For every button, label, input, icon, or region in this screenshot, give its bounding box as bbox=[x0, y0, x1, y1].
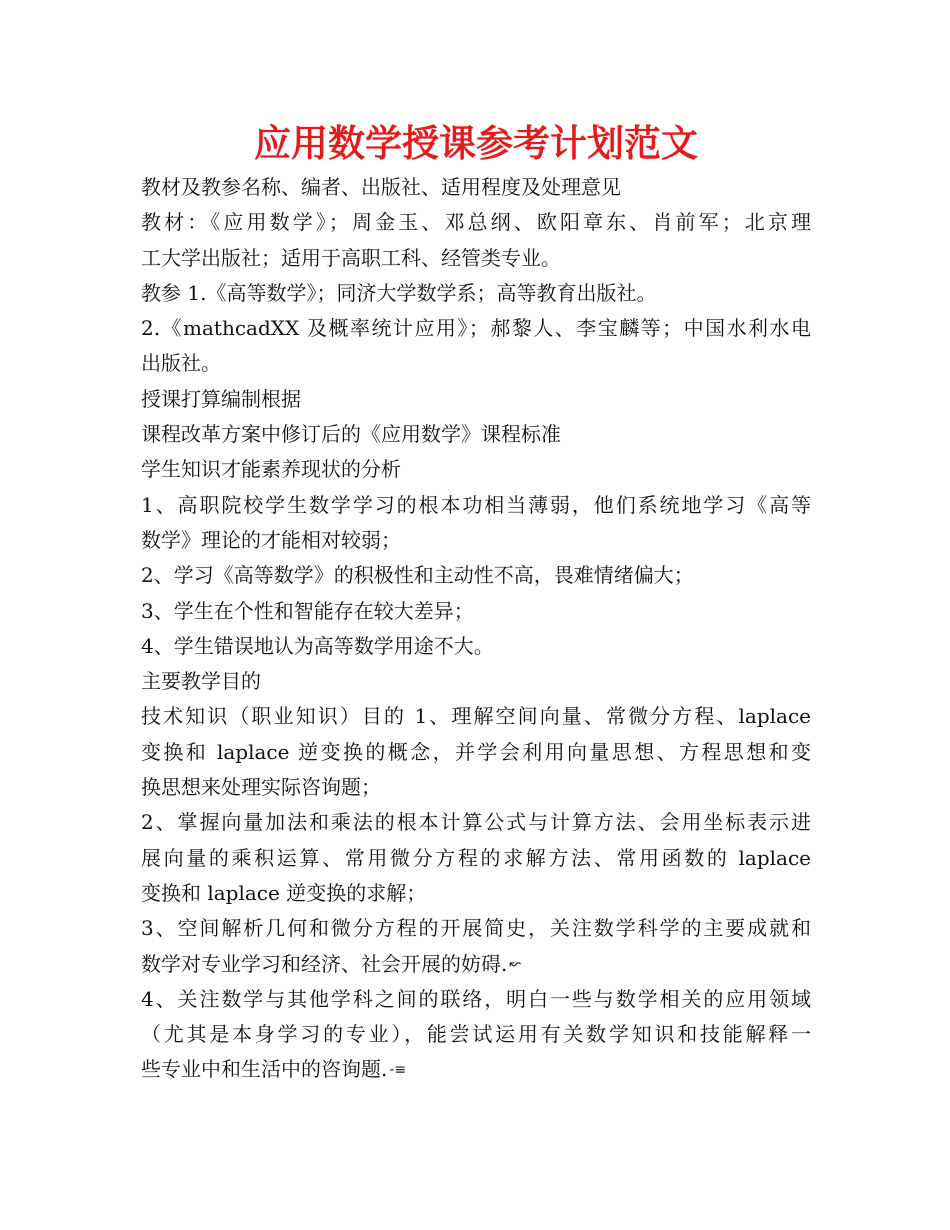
body-line-text: 3、学生在个性和智能存在较大差异； bbox=[141, 598, 474, 623]
body-line-text: 授课打算编制根据 bbox=[141, 386, 301, 411]
body-line-text: 展向量的乘积运算、常用微分方程的求解方法、常用函数的 laplace bbox=[141, 845, 811, 870]
body-line bbox=[141, 1052, 811, 1087]
body-line bbox=[141, 558, 811, 593]
body-line bbox=[141, 311, 811, 346]
body-line bbox=[141, 735, 811, 770]
body-line bbox=[141, 629, 811, 664]
body-line bbox=[141, 841, 811, 876]
body-line-text: 数学对专业学习和经济、社会开展的妨碍. bbox=[141, 951, 508, 976]
body-line-text: 2.《mathcadXX 及概率统计应用》；郝黎人、李宝麟等；中国水利水电 bbox=[141, 316, 811, 341]
document-body bbox=[141, 170, 811, 1088]
body-line-text: 出版社。 bbox=[141, 351, 221, 376]
scribble-mark-icon: ↜ bbox=[509, 956, 522, 973]
body-line bbox=[141, 523, 811, 558]
body-line bbox=[141, 276, 811, 311]
document-page bbox=[141, 118, 811, 1088]
body-line bbox=[141, 417, 811, 452]
body-line-text: 2、学习《高等数学》的积极性和主动性不高，畏难情绪偏大； bbox=[141, 563, 694, 588]
document-title: 应用数学授课参考计划范文 bbox=[254, 122, 698, 165]
body-line bbox=[141, 594, 811, 629]
body-line-text: 3、空间解析几何和微分方程的开展简史，关注数学科学的主要成就和 bbox=[141, 916, 811, 941]
body-line-text: 变换和 laplace 逆变换的概念，并学会利用向量思想、方程思想和变 bbox=[141, 739, 811, 764]
body-line-text: 课程改革方案中修订后的《应用数学》课程标准 bbox=[141, 422, 561, 447]
body-line-text: 1、高职院校学生数学学习的根本功相当薄弱，他们系统地学习《高等 bbox=[141, 492, 811, 517]
body-line bbox=[141, 770, 811, 805]
body-line-text: 变换和 laplace 逆变换的求解； bbox=[141, 880, 427, 905]
body-line bbox=[141, 205, 811, 240]
body-line-text: 换思想来处理实际咨询题； bbox=[141, 775, 381, 800]
body-line bbox=[141, 1017, 811, 1052]
body-line-text: 工大学出版社；适用于高职工科、经管类专业。 bbox=[141, 245, 561, 270]
body-line-text: 4、学生错误地认为高等数学用途不大。 bbox=[141, 633, 494, 658]
body-line-text: 教材：《应用数学》；周金玉、邓总纲、欧阳章东、肖前军；北京理 bbox=[141, 210, 811, 235]
body-line-text: 学生知识才能素养现状的分析 bbox=[141, 457, 401, 482]
body-line bbox=[141, 876, 811, 911]
scribble-mark-icon: -≡ bbox=[389, 1062, 407, 1079]
body-line bbox=[141, 982, 811, 1017]
body-line-text: 教参 1.《高等数学》；同济大学数学系；高等教育出版社。 bbox=[141, 280, 657, 305]
body-line bbox=[141, 947, 811, 982]
body-line-text: 主要教学目的 bbox=[141, 669, 261, 694]
body-line-text: 4、关注数学与其他学科之间的联络，明白一些与数学相关的应用领域 bbox=[141, 986, 811, 1011]
body-line-text: 些专业中和生活中的咨询题. bbox=[141, 1057, 388, 1082]
body-line bbox=[141, 346, 811, 381]
body-line bbox=[141, 488, 811, 523]
body-line-text: 教材及教参名称、编者、出版社、适用程度及处理意见 bbox=[141, 175, 621, 199]
body-line-text: 技术知识（职业知识）目的 1、理解空间向量、常微分方程、laplace bbox=[141, 704, 811, 729]
body-line bbox=[141, 170, 811, 205]
body-line bbox=[141, 911, 811, 946]
body-line bbox=[141, 452, 811, 487]
body-line bbox=[141, 664, 811, 699]
body-line bbox=[141, 241, 811, 276]
body-line bbox=[141, 805, 811, 840]
body-line-text: 数学》理论的才能相对较弱； bbox=[141, 527, 401, 552]
body-line bbox=[141, 382, 811, 417]
body-line-text: 2、掌握向量加法和乘法的根本计算公式与计算方法、会用坐标表示进 bbox=[141, 810, 811, 835]
body-line-text: （尤其是本身学习的专业），能尝试运用有关数学知识和技能解释一 bbox=[141, 1022, 811, 1047]
body-line bbox=[141, 699, 811, 734]
